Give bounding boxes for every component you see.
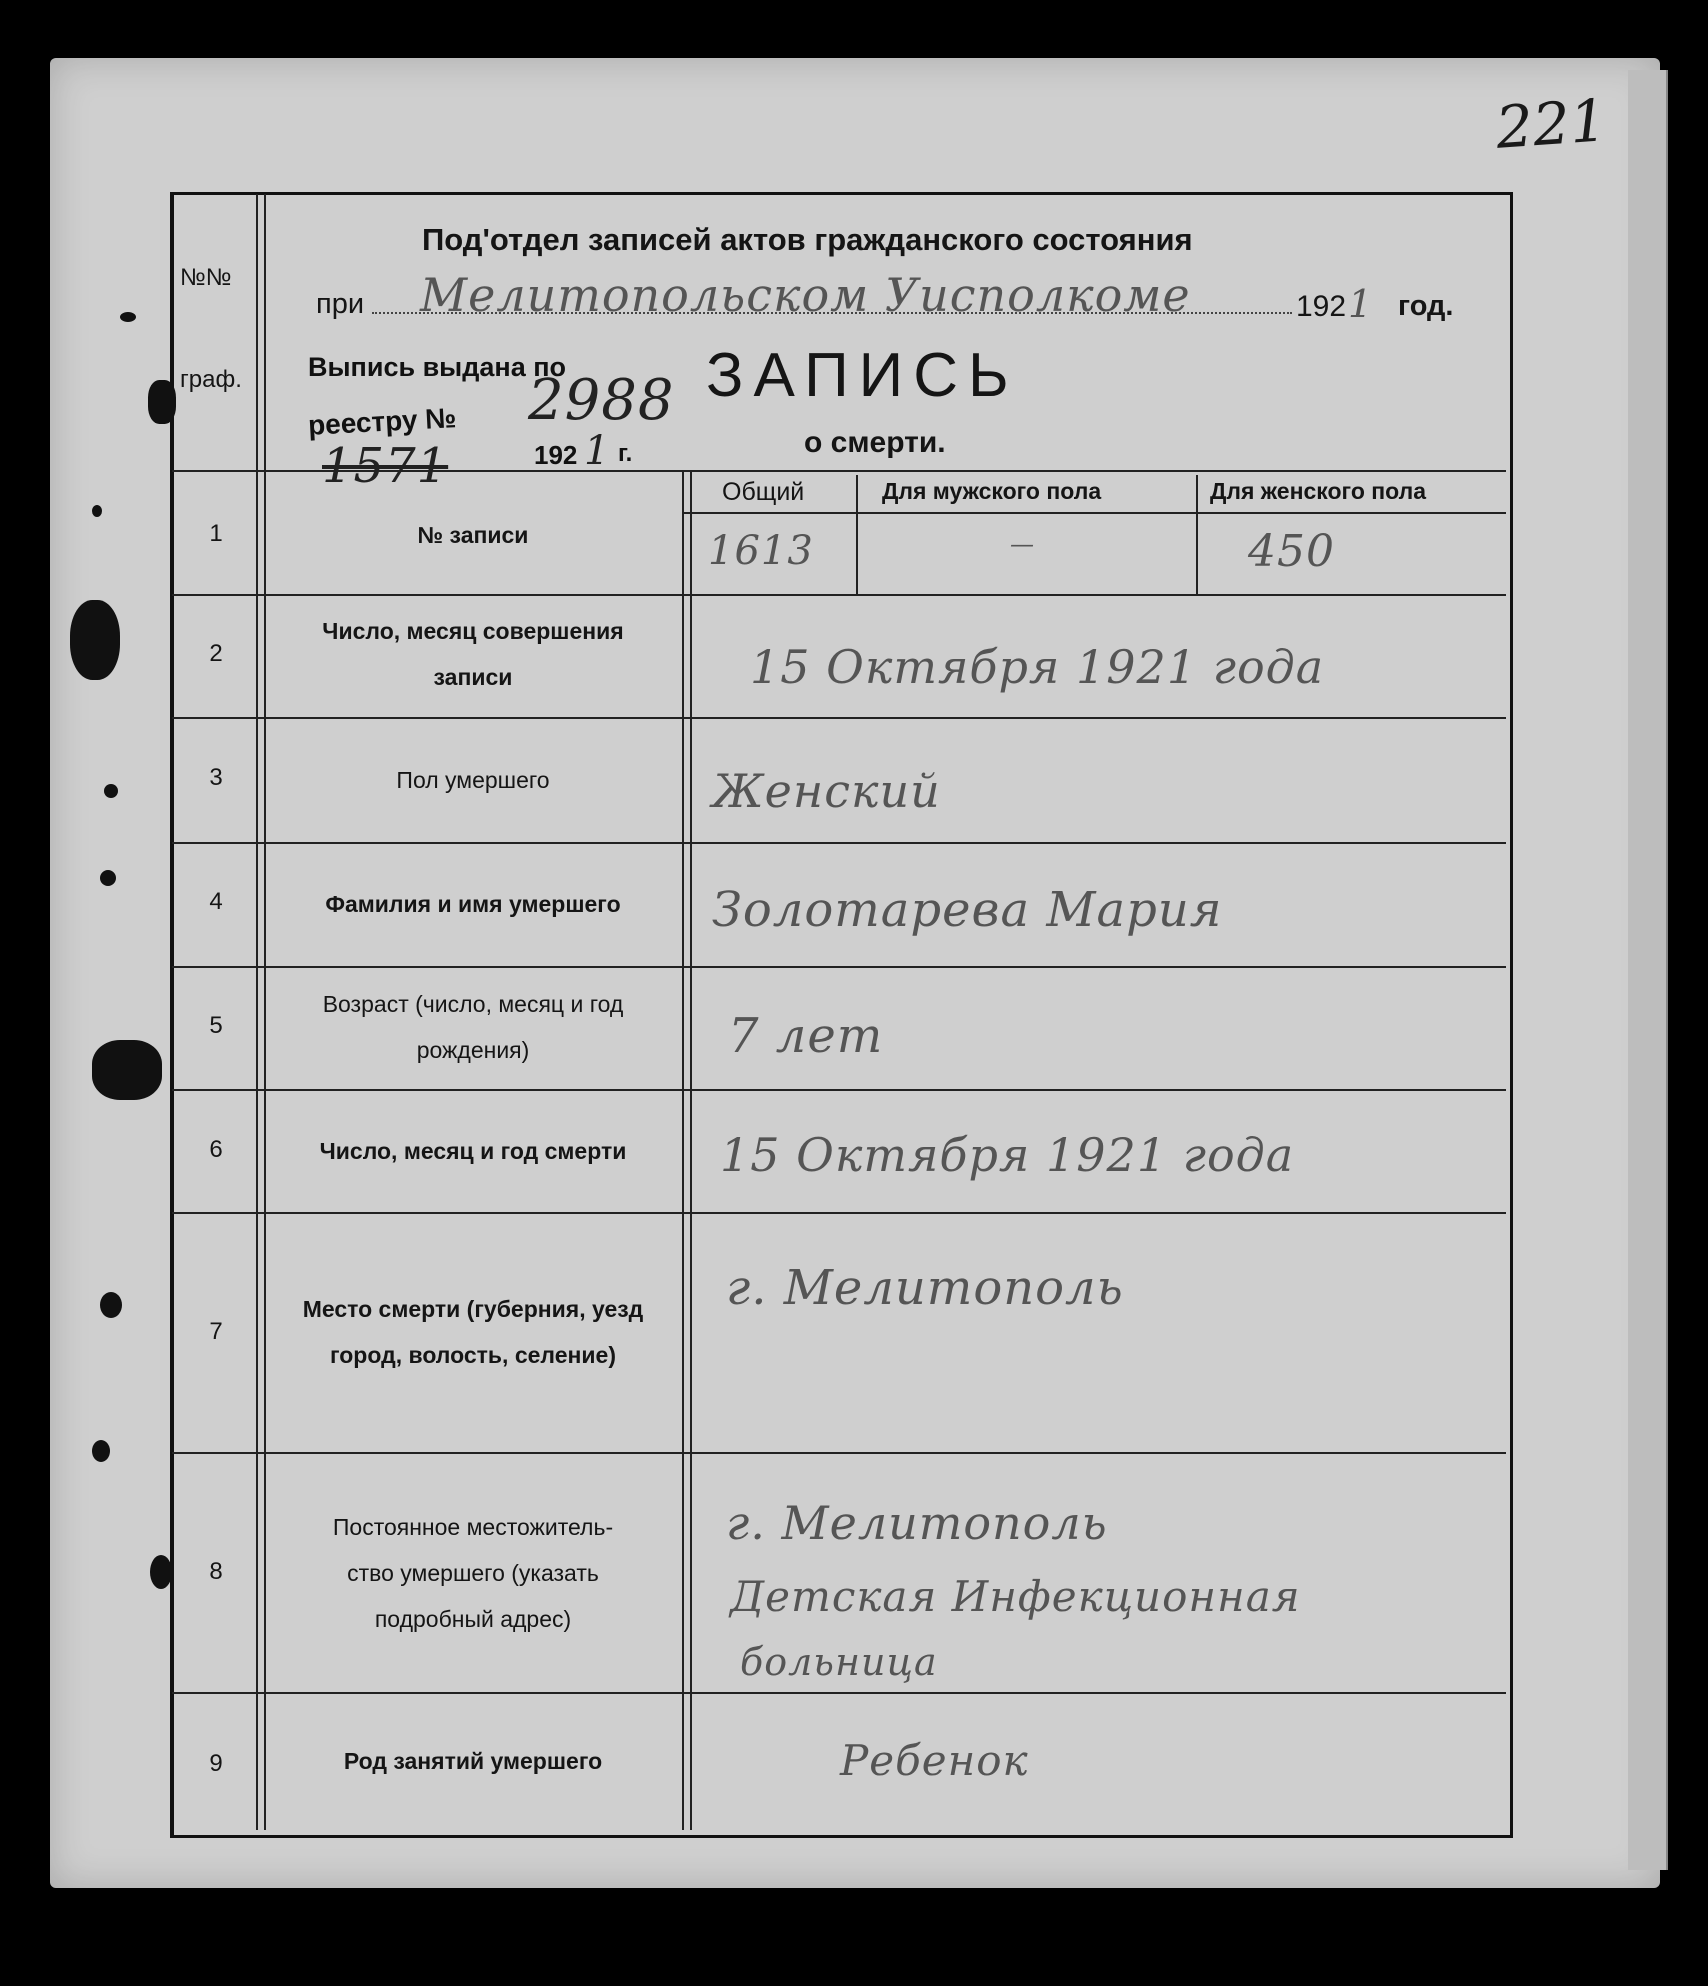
grid-line [172,717,1506,719]
residence-line-3: больница [740,1640,938,1684]
punch-hole [100,1292,122,1318]
form-subtitle: о смерти. [804,426,946,459]
residence-line-1: г. Мелитополь [726,1496,1108,1550]
grid-line [172,1452,1506,1454]
punch-hole [92,505,102,517]
row-number: 2 [209,640,223,667]
row-number: 3 [209,764,223,791]
stamp-year: 192 [534,440,578,470]
row-label: Возраст (число, месяц и год [322,991,624,1017]
punch-hole [100,870,116,886]
punch-hole [104,784,118,798]
row-label: город, волость, селение) [329,1342,616,1368]
row-label: ство умершего (указать [347,1560,599,1586]
sex-of-deceased: Женский [712,764,941,818]
grid-line [172,842,1506,844]
row-number: 8 [209,1558,223,1585]
name-of-deceased: Золотарева Мария [712,882,1223,938]
side-label-nn: №№ [180,264,232,291]
at-label: при [316,288,365,320]
sheet-edge [1628,70,1668,1870]
record-number-male: — [1010,530,1035,558]
row-number: 9 [209,1750,223,1777]
row-label: № записи [417,522,529,548]
record-number-total: 1613 [708,528,814,574]
row-label: Род занятий умершего [343,1748,603,1774]
grid-line [682,472,684,1830]
grid-line [172,966,1506,968]
stamp-crossed-number: 1571 [322,438,449,494]
registration-date: 15 Октября 1921 года [750,640,1325,694]
place-of-death: г. Мелитополь [726,1260,1124,1316]
record-number-female: 450 [1248,526,1335,577]
grid-line [172,1212,1506,1214]
stamp-g: г. [618,440,633,467]
grid-line [172,594,1506,596]
row-number: 6 [209,1136,223,1163]
row-label: Место смерти (губерния, уезд [302,1296,644,1322]
year-suffix: 1 [1348,282,1374,326]
stamp-year-hand: 1 [584,428,611,474]
row-label: Число, месяц и год смерти [319,1138,627,1164]
date-of-death: 15 Октября 1921 года [720,1128,1295,1182]
row-label: Число, месяц совершения [322,618,624,644]
punch-hole [150,1555,172,1589]
grid-line [690,472,692,1830]
punch-hole [92,1040,162,1100]
row-label: рождения) [416,1037,530,1063]
row-label: записи [433,664,513,690]
column-female: Для женского пола [1210,478,1427,504]
at-value: Мелитопольском Уисполкоме [420,268,1191,322]
department-title: Под'отдел записей актов гражданского состояния [422,222,1193,257]
column-male: Для мужского пола [882,478,1102,504]
row-label: подробный адрес) [374,1606,572,1632]
stamp-register-number: 2988 [528,368,675,433]
punch-hole [120,312,136,322]
grid-line [172,1089,1506,1091]
grid-line [172,1692,1506,1694]
age-of-deceased: 7 лет [728,1008,884,1064]
side-label-graf: граф. [180,366,242,393]
row-number: 4 [209,888,223,915]
row-number: 7 [209,1318,223,1345]
row-number: 1 [209,520,223,547]
row-label: Постоянное местожитель- [332,1514,614,1540]
row-label: Фамилия и имя умершего [325,891,621,917]
punch-hole [70,600,120,680]
year-prefix: 192 [1296,290,1347,323]
residence-line-2: Детская Инфекционная [730,1572,1301,1621]
grid-line [856,475,858,595]
year-word: год. [1398,290,1454,322]
punch-hole [92,1440,110,1462]
column-total: Общий [722,478,805,506]
row-number: 5 [209,1012,223,1039]
occupation-of-deceased: Ребенок [840,1736,1029,1785]
archive-page-number: 221 [1493,86,1609,162]
grid-line [682,512,1506,514]
form-title: ЗАПИСЬ [706,341,1019,410]
stamp-line-2-label: реестру № [307,402,458,441]
row-label: Пол умершего [396,767,550,793]
grid-line [1196,475,1198,595]
stamp-line-1: Выпись выдана по [308,352,567,382]
grid-line [256,194,258,1830]
